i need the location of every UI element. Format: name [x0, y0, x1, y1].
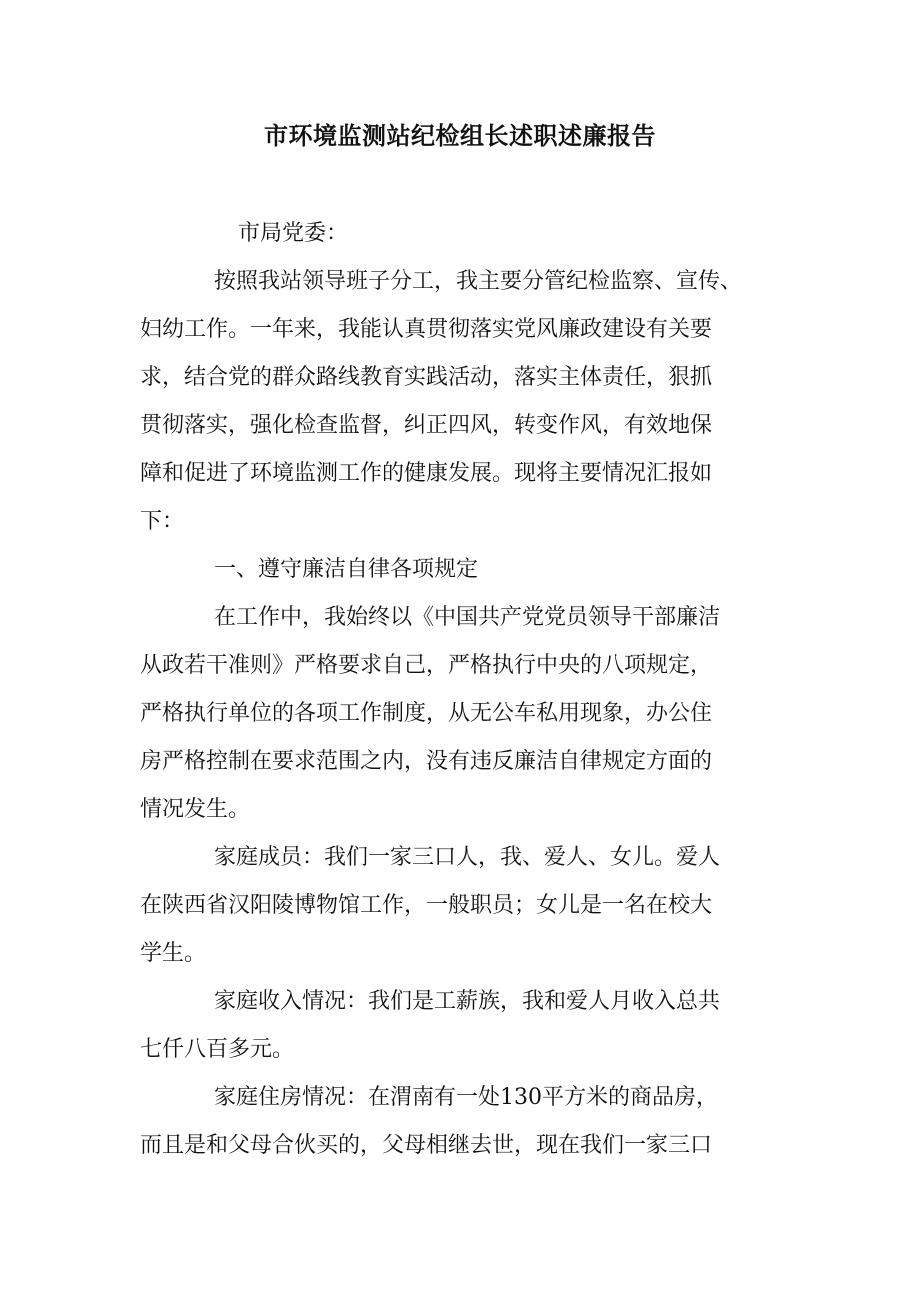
paragraph-line: 家庭成员：我们一家三口人，我、爱人、女儿。爱人 — [214, 845, 721, 870]
paragraph-line: 家庭收入情况：我们是工薪族，我和爱人月收入总共 — [214, 989, 721, 1014]
paragraph-line: 求，结合党的群众路线教育实践活动，落实主体责任，狠抓 — [140, 365, 713, 390]
paragraph-line: 贯彻落实，强化检查监督，纠正四风，转变作风，有效地保 — [140, 413, 713, 438]
paragraph-line: 严格执行单位的各项工作制度，从无公车私用现象，办公住 — [140, 701, 713, 726]
paragraph-line: 情况发生。 — [140, 797, 251, 822]
paragraph-line: 下： — [140, 509, 185, 534]
paragraph-line: 障和促进了环境监测工作的健康发展。现将主要情况汇报如 — [140, 461, 713, 486]
paragraph-line: 而且是和父母合伙买的，父母相继去世，现在我们一家三口 — [140, 1133, 713, 1158]
salutation: 市局党委： — [238, 221, 349, 246]
paragraph-line: 学生。 — [140, 941, 207, 966]
paragraph-line: 七仟八百多元。 — [140, 1037, 295, 1062]
paragraph-line: 在陕西省汉阳陵博物馆工作，一般职员；女儿是一名在校大 — [140, 893, 713, 918]
paragraph-line: 按照我站领导班子分工，我主要分管纪检监察、宣传、 — [214, 269, 743, 294]
paragraph-line: 从政若干准则》严格要求自己，严格执行中央的八项规定， — [140, 653, 713, 678]
paragraph-line: 在工作中，我始终以《中国共产党党员领导干部廉洁 — [214, 605, 721, 630]
paragraph-line: 房严格控制在要求范围之内，没有违反廉洁自律规定方面的 — [140, 749, 713, 774]
paragraph-line: 妇幼工作。一年来，我能认真贯彻落实党风廉政建设有关要 — [140, 317, 713, 342]
document-title: 市环境监测站纪检组长述职述廉报告 — [264, 121, 656, 150]
paragraph-line: 家庭住房情况：在渭南有一处130平方米的商品房， — [214, 1085, 718, 1110]
section-heading: 一、遵守廉洁自律各项规定 — [214, 557, 479, 582]
